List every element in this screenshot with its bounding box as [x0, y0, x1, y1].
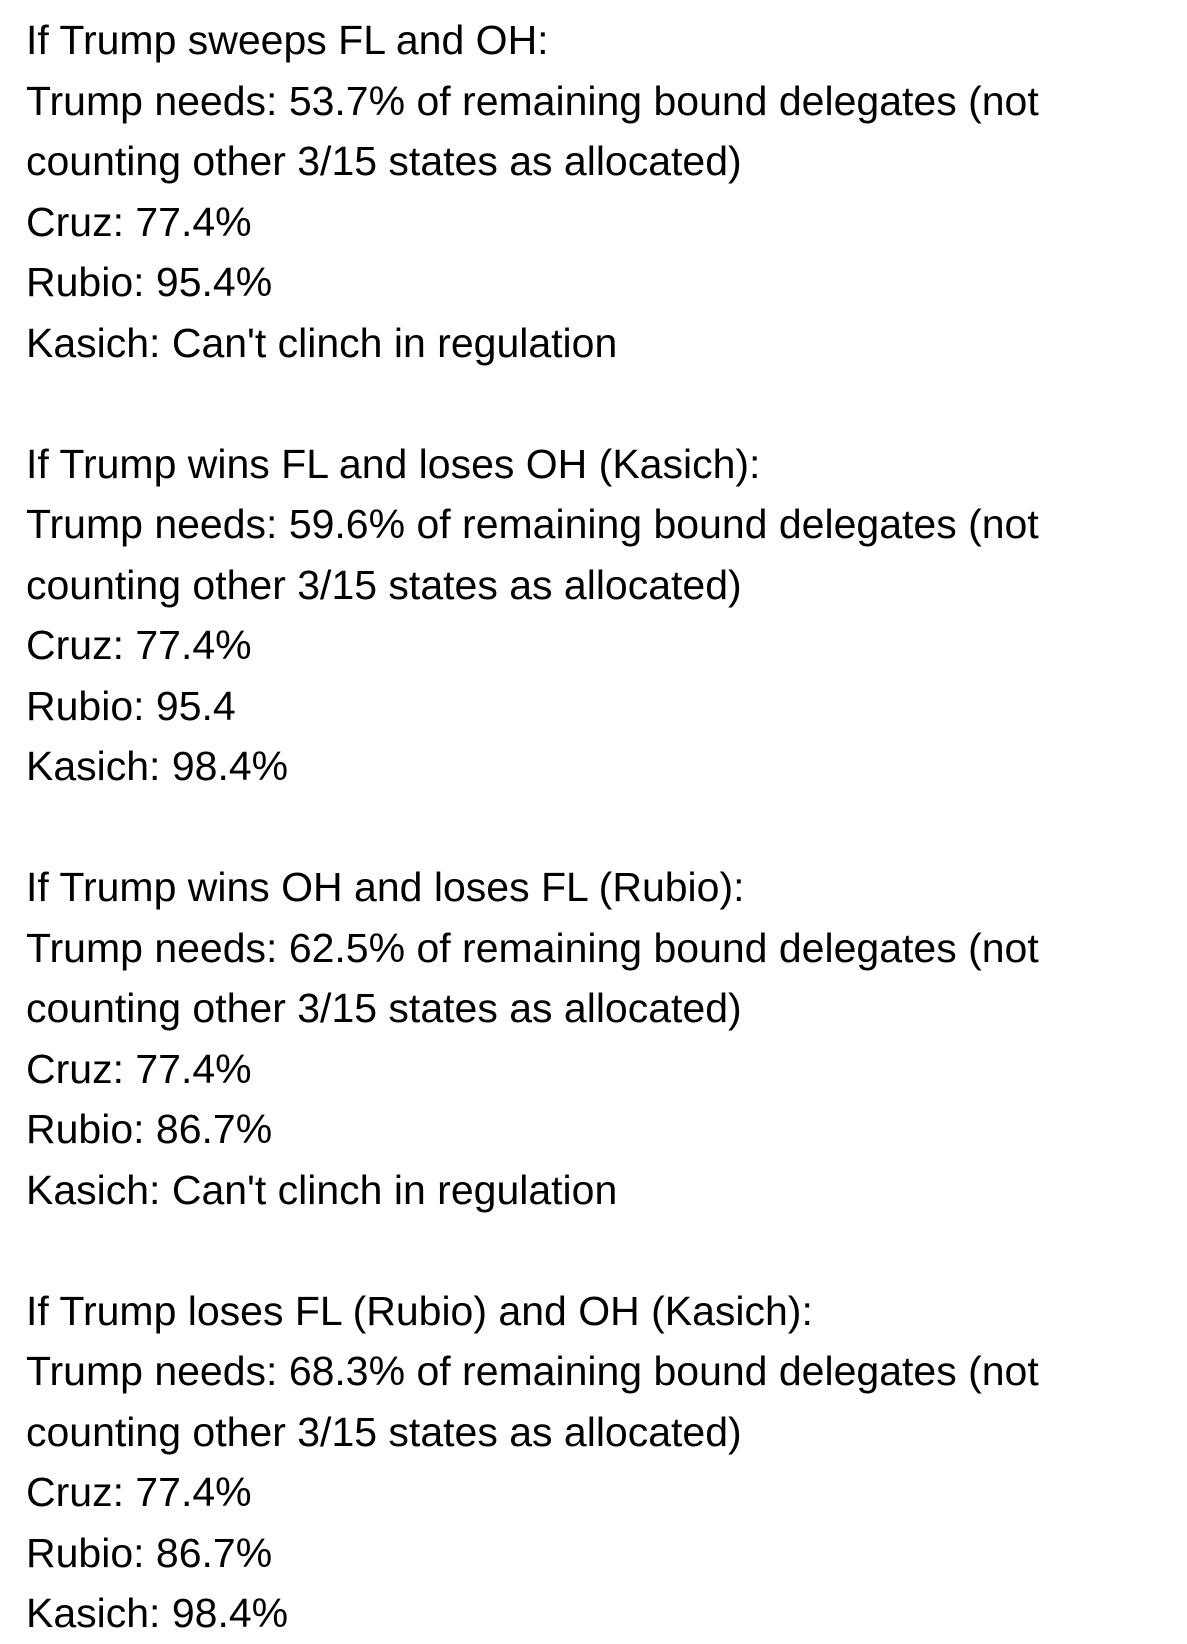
cruz-line: Cruz: 77.4%	[26, 1469, 252, 1515]
cruz-line: Cruz: 77.4%	[26, 622, 252, 668]
trump-needs-line: Trump needs: 59.6% of remaining bound delegates (not	[26, 501, 1039, 547]
rubio-line: Rubio: 95.4	[26, 682, 236, 729]
rubio-line: Rubio: 86.7%	[26, 1106, 273, 1152]
blank-line	[26, 1220, 1176, 1281]
trump-needs-line: Trump needs: 62.5% of remaining bound delegates (not	[26, 924, 1039, 971]
rubio-line: Rubio: 86.7%	[26, 1529, 273, 1576]
scenario-wins-oh-loses-fl	[26, 857, 1176, 1220]
kasich-line: Kasich: Can't clinch in regulation	[26, 319, 618, 366]
scenario-wins-fl-loses-oh	[26, 434, 1176, 797]
kasich-line: Kasich: 98.4%	[26, 743, 289, 789]
kasich-line: Kasich: Can't clinch in regulation	[26, 1166, 618, 1213]
scenario-sweep	[26, 10, 1176, 373]
rubio-line: Rubio: 95.4%	[26, 259, 273, 305]
trump-needs-line-continued: counting other 3/15 states as allocated)	[26, 1408, 742, 1455]
scenario-loses-fl-and-oh	[26, 1281, 1176, 1644]
cruz-line: Cruz: 77.4%	[26, 1045, 252, 1092]
trump-needs-line-continued: counting other 3/15 states as allocated)	[26, 561, 742, 608]
scenario-heading: If Trump wins FL and loses OH (Kasich):	[26, 440, 761, 487]
blank-line	[26, 797, 1176, 858]
scenario-heading: If Trump loses FL (Rubio) and OH (Kasich):	[26, 1287, 813, 1334]
cruz-line: Cruz: 77.4%	[26, 198, 252, 245]
kasich-line: Kasich: 98.4%	[26, 1590, 289, 1636]
trump-needs-line-continued: counting other 3/15 states as allocated)	[26, 138, 742, 184]
scenario-heading: If Trump wins OH and loses FL (Rubio):	[26, 864, 745, 910]
trump-needs-line: Trump needs: 68.3% of remaining bound delegates (not	[26, 1348, 1039, 1394]
trump-needs-line: Trump needs: 53.7% of remaining bound delegates (not	[26, 77, 1039, 124]
trump-needs-line-continued: counting other 3/15 states as allocated)	[26, 985, 742, 1031]
note-text-body	[26, 10, 1176, 1644]
scenario-heading: If Trump sweeps FL and OH:	[26, 17, 549, 63]
blank-line	[26, 373, 1176, 434]
